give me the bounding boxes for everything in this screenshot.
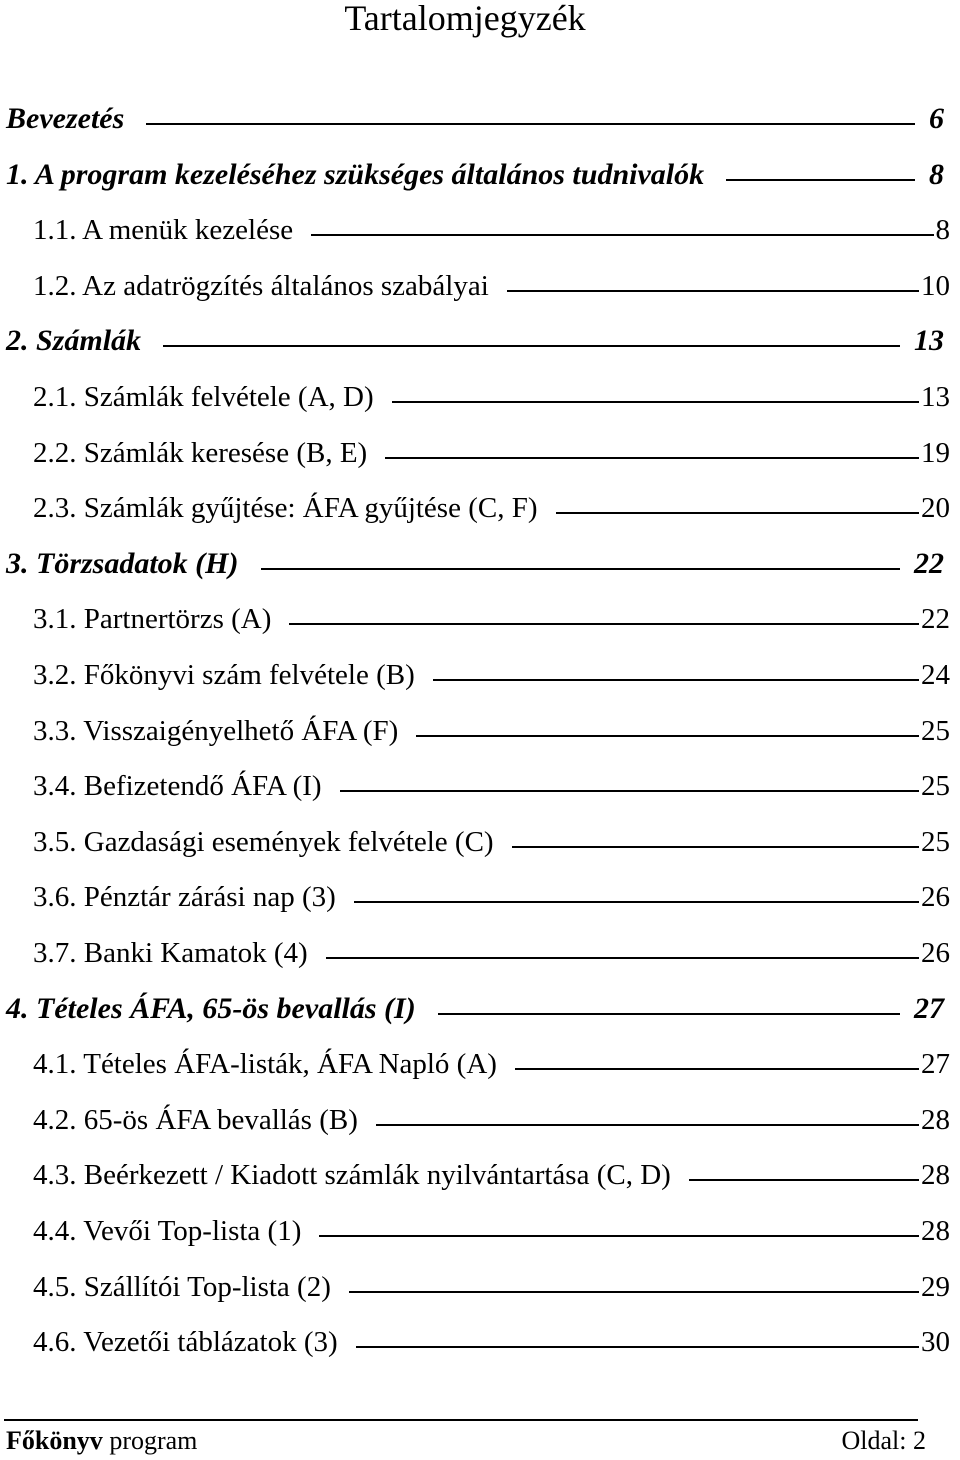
toc-section-entry[interactable]	[0, 928, 950, 968]
toc-leader-line	[416, 735, 919, 737]
toc-entry-label: 3.2. Főkönyvi szám felvétele (B)	[33, 659, 415, 691]
toc-entry-page-number: 19	[921, 437, 950, 469]
toc-section-entry[interactable]	[0, 761, 950, 801]
toc-entry-page-number: 27	[914, 992, 944, 1025]
toc-entry-label: 4.3. Beérkezett / Kiadott számlák nyilvántartása (C, D)	[33, 1159, 671, 1191]
toc-entry-label: 4.6. Vezetői táblázatok (3)	[33, 1326, 338, 1358]
toc-section-entry[interactable]	[0, 1262, 950, 1302]
toc-entry-label: 3.6. Pénztár zárási nap (3)	[33, 881, 336, 913]
toc-entry-label: 3. Törzsadatok (H)	[6, 547, 239, 580]
toc-entry-page-number: 25	[921, 715, 950, 747]
toc-section-entry[interactable]	[0, 817, 950, 857]
toc-leader-line	[376, 1124, 919, 1126]
footer-product-rest: program	[102, 1426, 198, 1455]
toc-leader-line	[326, 957, 919, 959]
toc-entry-page-number: 26	[921, 881, 950, 913]
toc-leader-line	[163, 345, 900, 347]
toc-chapter-entry[interactable]	[0, 150, 944, 190]
toc-entry-page-number: 22	[914, 547, 944, 580]
toc-leader-line	[146, 123, 915, 125]
toc-section-entry[interactable]	[0, 594, 950, 634]
toc-chapter-entry[interactable]	[0, 94, 944, 134]
toc-entry-page-number: 6	[929, 102, 944, 135]
toc-entry-label: 1.2. Az adatrögzítés általános szabályai	[33, 270, 489, 302]
toc-section-entry[interactable]	[0, 872, 950, 912]
toc-entry-page-number: 26	[921, 937, 950, 969]
footer-page-number: Oldal: 2	[841, 1426, 926, 1455]
toc-section-entry[interactable]	[0, 1317, 950, 1357]
toc-leader-line	[354, 901, 919, 903]
toc-entry-label: 2.2. Számlák keresése (B, E)	[33, 437, 368, 469]
toc-entry-page-number: 25	[921, 770, 950, 802]
toc-entry-page-number: 8	[935, 214, 950, 246]
toc-entry-label: 3.4. Befizetendő ÁFA (I)	[33, 770, 322, 802]
toc-entry-label: 1. A program kezeléséhez szükséges általános tudnivalók	[6, 158, 705, 191]
toc-leader-line	[507, 290, 919, 292]
toc-entry-page-number: 30	[921, 1326, 950, 1358]
toc-section-entry[interactable]	[0, 428, 950, 468]
toc-entry-page-number: 22	[921, 603, 950, 635]
toc-entry-label: 3.7. Banki Kamatok (4)	[33, 937, 308, 969]
page-title: Tartalomjegyzék	[344, 0, 586, 38]
toc-entry-label: 1.1. A menük kezelése	[33, 214, 294, 246]
toc-section-entry[interactable]	[0, 372, 950, 412]
toc-entry-page-number: 20	[921, 492, 950, 524]
toc-entry-page-number: 29	[921, 1271, 950, 1303]
toc-section-entry[interactable]	[0, 205, 950, 245]
toc-section-entry[interactable]	[0, 261, 950, 301]
toc-leader-line	[512, 846, 919, 848]
toc-entry-page-number: 28	[921, 1104, 950, 1136]
toc-entry-label: 4.1. Tételes ÁFA-listák, ÁFA Napló (A)	[33, 1048, 497, 1080]
toc-leader-line	[515, 1068, 919, 1070]
toc-leader-line	[319, 1235, 919, 1237]
toc-entry-label: 2.3. Számlák gyűjtése: ÁFA gyűjtése (C, F)	[33, 492, 538, 524]
toc-section-entry[interactable]	[0, 706, 950, 746]
toc-chapter-entry[interactable]	[0, 539, 944, 579]
footer-divider	[4, 1419, 918, 1421]
toc-leader-line	[385, 457, 919, 459]
toc-entry-label: 4.4. Vevői Top-lista (1)	[33, 1215, 302, 1247]
toc-entry-label: 3.5. Gazdasági események felvétele (C)	[33, 826, 494, 858]
toc-leader-line	[349, 1291, 919, 1293]
toc-entry-page-number: 13	[921, 381, 950, 413]
footer-product	[6, 1424, 197, 1458]
toc-leader-line	[392, 401, 919, 403]
toc-leader-line	[433, 679, 919, 681]
toc-section-entry[interactable]	[0, 650, 950, 690]
toc-chapter-entry[interactable]	[0, 316, 944, 356]
toc-entry-page-number: 27	[921, 1048, 950, 1080]
toc-entry-page-number: 13	[914, 324, 944, 357]
toc-leader-line	[311, 234, 933, 236]
toc-leader-line	[556, 512, 920, 514]
toc-entry-label: 4. Tételes ÁFA, 65-ös bevallás (I)	[6, 992, 416, 1025]
page-footer	[6, 1424, 926, 1458]
toc-leader-line	[289, 623, 919, 625]
toc-entry-label: 4.5. Szállítói Top-lista (2)	[33, 1271, 331, 1303]
toc-entry-page-number: 8	[929, 158, 944, 191]
toc-entry-page-number: 25	[921, 826, 950, 858]
toc-entry-label: Bevezetés	[6, 102, 125, 135]
toc-leader-line	[438, 1013, 900, 1015]
toc-entry-label: 2.1. Számlák felvétele (A, D)	[33, 381, 374, 413]
toc-leader-line	[261, 568, 901, 570]
toc-leader-line	[689, 1179, 919, 1181]
toc-section-entry[interactable]	[0, 483, 950, 523]
footer-product-bold: Főkönyv	[6, 1426, 103, 1455]
toc-leader-line	[356, 1346, 919, 1348]
toc-entry-page-number: 24	[921, 659, 950, 691]
toc-entry-page-number: 28	[921, 1159, 950, 1191]
toc-entry-page-number: 28	[921, 1215, 950, 1247]
toc-entry-page-number: 10	[921, 270, 950, 302]
toc-section-entry[interactable]	[0, 1150, 950, 1190]
toc-entry-label: 4.2. 65-ös ÁFA bevallás (B)	[33, 1104, 358, 1136]
toc-section-entry[interactable]	[0, 1039, 950, 1079]
toc-leader-line	[340, 790, 919, 792]
toc-entry-label: 3.1. Partnertörzs (A)	[33, 603, 272, 635]
toc-section-entry[interactable]	[0, 1206, 950, 1246]
toc-section-entry[interactable]	[0, 1095, 950, 1135]
toc-chapter-entry[interactable]	[0, 984, 944, 1024]
toc-entry-label: 3.3. Visszaigényelhető ÁFA (F)	[33, 715, 399, 747]
toc-leader-line	[726, 179, 915, 181]
toc-entry-label: 2. Számlák	[6, 324, 142, 357]
